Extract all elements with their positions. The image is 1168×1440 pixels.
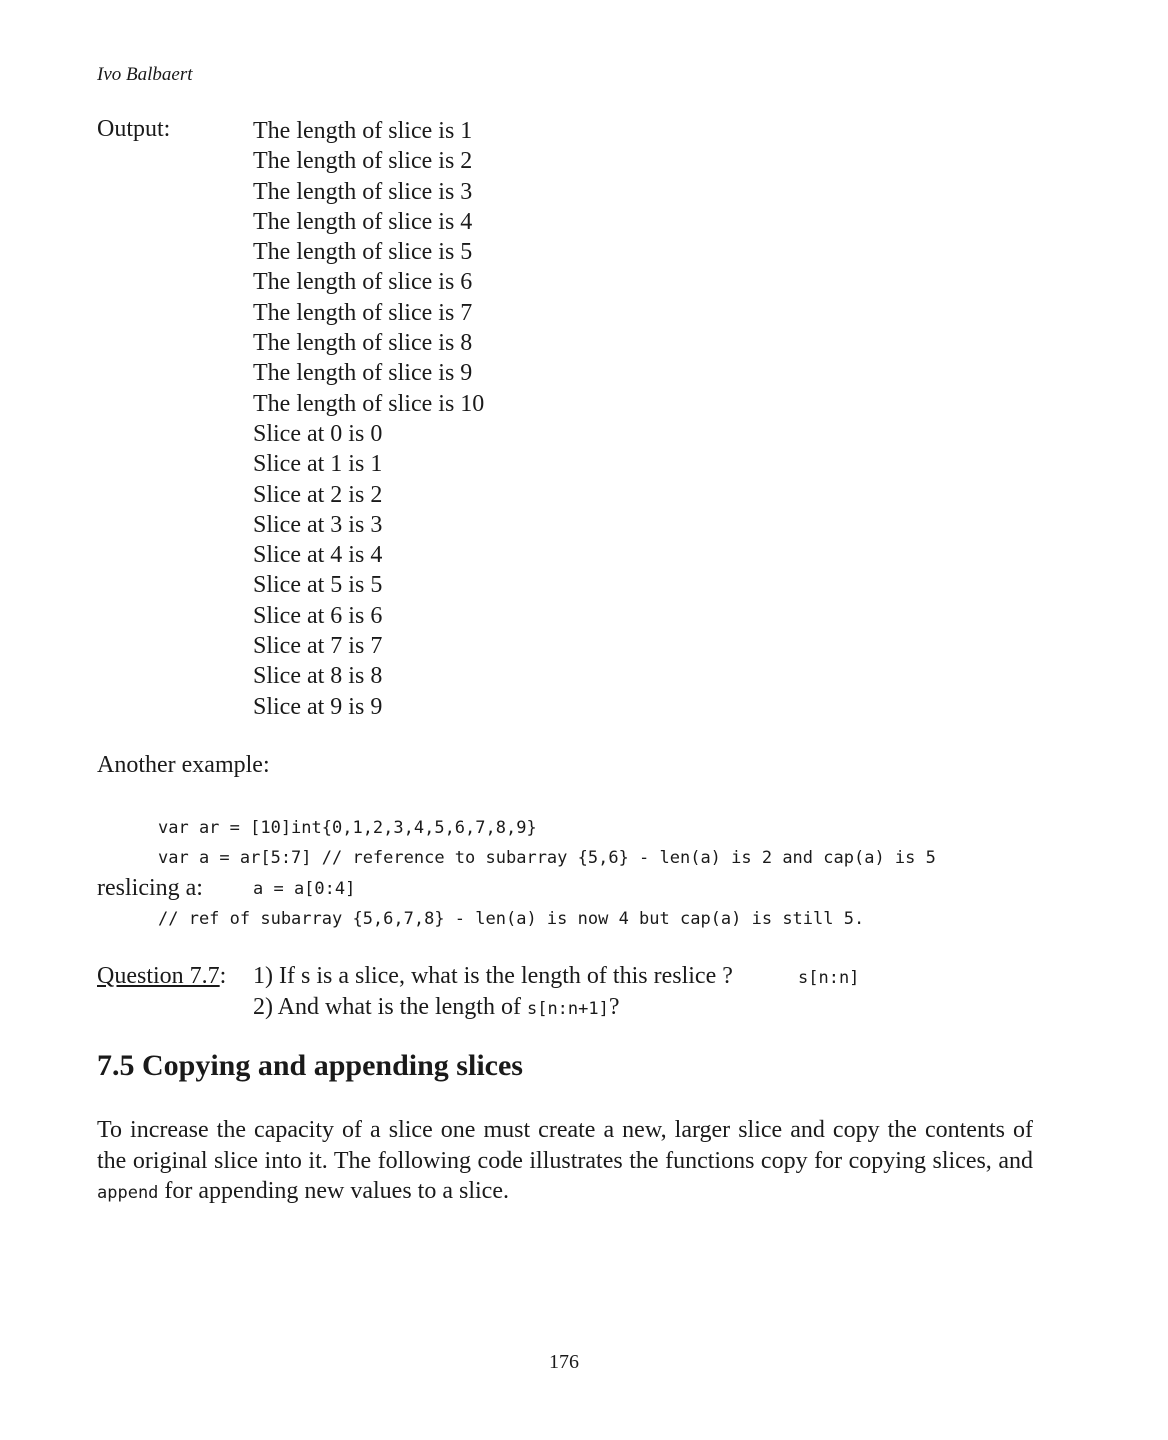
output-line: The length of slice is 10 [253,390,485,417]
paragraph-line-text: for appending new values to a slice. [158,1178,509,1204]
running-header-author: Ivo Balbaert [97,64,193,85]
output-line: Slice at 1 is 1 [253,451,383,478]
output-line: The length of slice is 4 [253,208,473,235]
output-lines [253,116,484,722]
output-line: The length of slice is 5 [253,239,473,266]
inline-code-append: append [97,1183,159,1203]
output-line: The length of slice is 6 [253,269,473,296]
output-line: Slice at 9 is 9 [253,693,383,720]
question-link[interactable]: Question 7.7 [97,963,220,989]
code-line-slice-decl: var a = ar[5:7] // reference to subarray {5,6} - len(a) is 2 and cap(a) is 5 [158,848,936,868]
another-example-label: Another example: [97,752,270,778]
output-line: Slice at 3 is 3 [253,511,383,538]
output-line: Slice at 7 is 7 [253,633,383,660]
question-label [97,963,226,990]
section-heading: 7.5 Copying and appending slices [97,1049,523,1082]
output-line: Slice at 8 is 8 [253,663,383,690]
question-part-2-end: ? [608,994,620,1020]
question-part-2-code: s[n:n+1] [526,999,609,1019]
question-part-1 [253,963,733,990]
code-line-comment: // ref of subarray {5,6,7,8} - len(a) is now 4 but cap(a) is still 5. [158,909,865,929]
question-part-2 [253,994,620,1021]
output-line: The length of slice is 1 [253,118,473,144]
output-line: Slice at 4 is 4 [253,542,383,569]
output-label: Output: [97,116,171,142]
question-colon: : [219,963,227,989]
output-line: The length of slice is 8 [253,330,473,357]
question-part-1-code: s[n:n] [798,968,860,988]
paragraph-line: the original slice into it. The following code illustrates the functions copy for copying slices, and [97,1147,1033,1174]
code-line-array-decl: var ar = [10]int{0,1,2,3,4,5,6,7,8,9} [158,818,537,838]
paragraph-line: To increase the capacity of a slice one must create a new, larger slice and copy the contents of [97,1117,1033,1143]
output-line: Slice at 6 is 6 [253,602,383,629]
output-line: The length of slice is 7 [253,299,473,326]
output-line: Slice at 0 is 0 [253,420,383,447]
reslicing-label: reslicing a: [97,875,203,901]
output-line: Slice at 2 is 2 [253,481,383,508]
output-line: The length of slice is 9 [253,360,473,387]
code-line-reslice: a = a[0:4] [253,879,356,899]
page-number: 176 [549,1351,579,1373]
question-part-1-text: 1) If s is a slice, what is the length of this reslice ? [253,963,733,989]
section-paragraph [97,1115,1033,1209]
output-line: The length of slice is 3 [253,178,473,205]
paragraph-line-last [97,1176,1033,1209]
output-line: Slice at 5 is 5 [253,572,383,599]
question-part-2-text: 2) And what is the length of [253,994,521,1020]
output-line: The length of slice is 2 [253,148,473,175]
